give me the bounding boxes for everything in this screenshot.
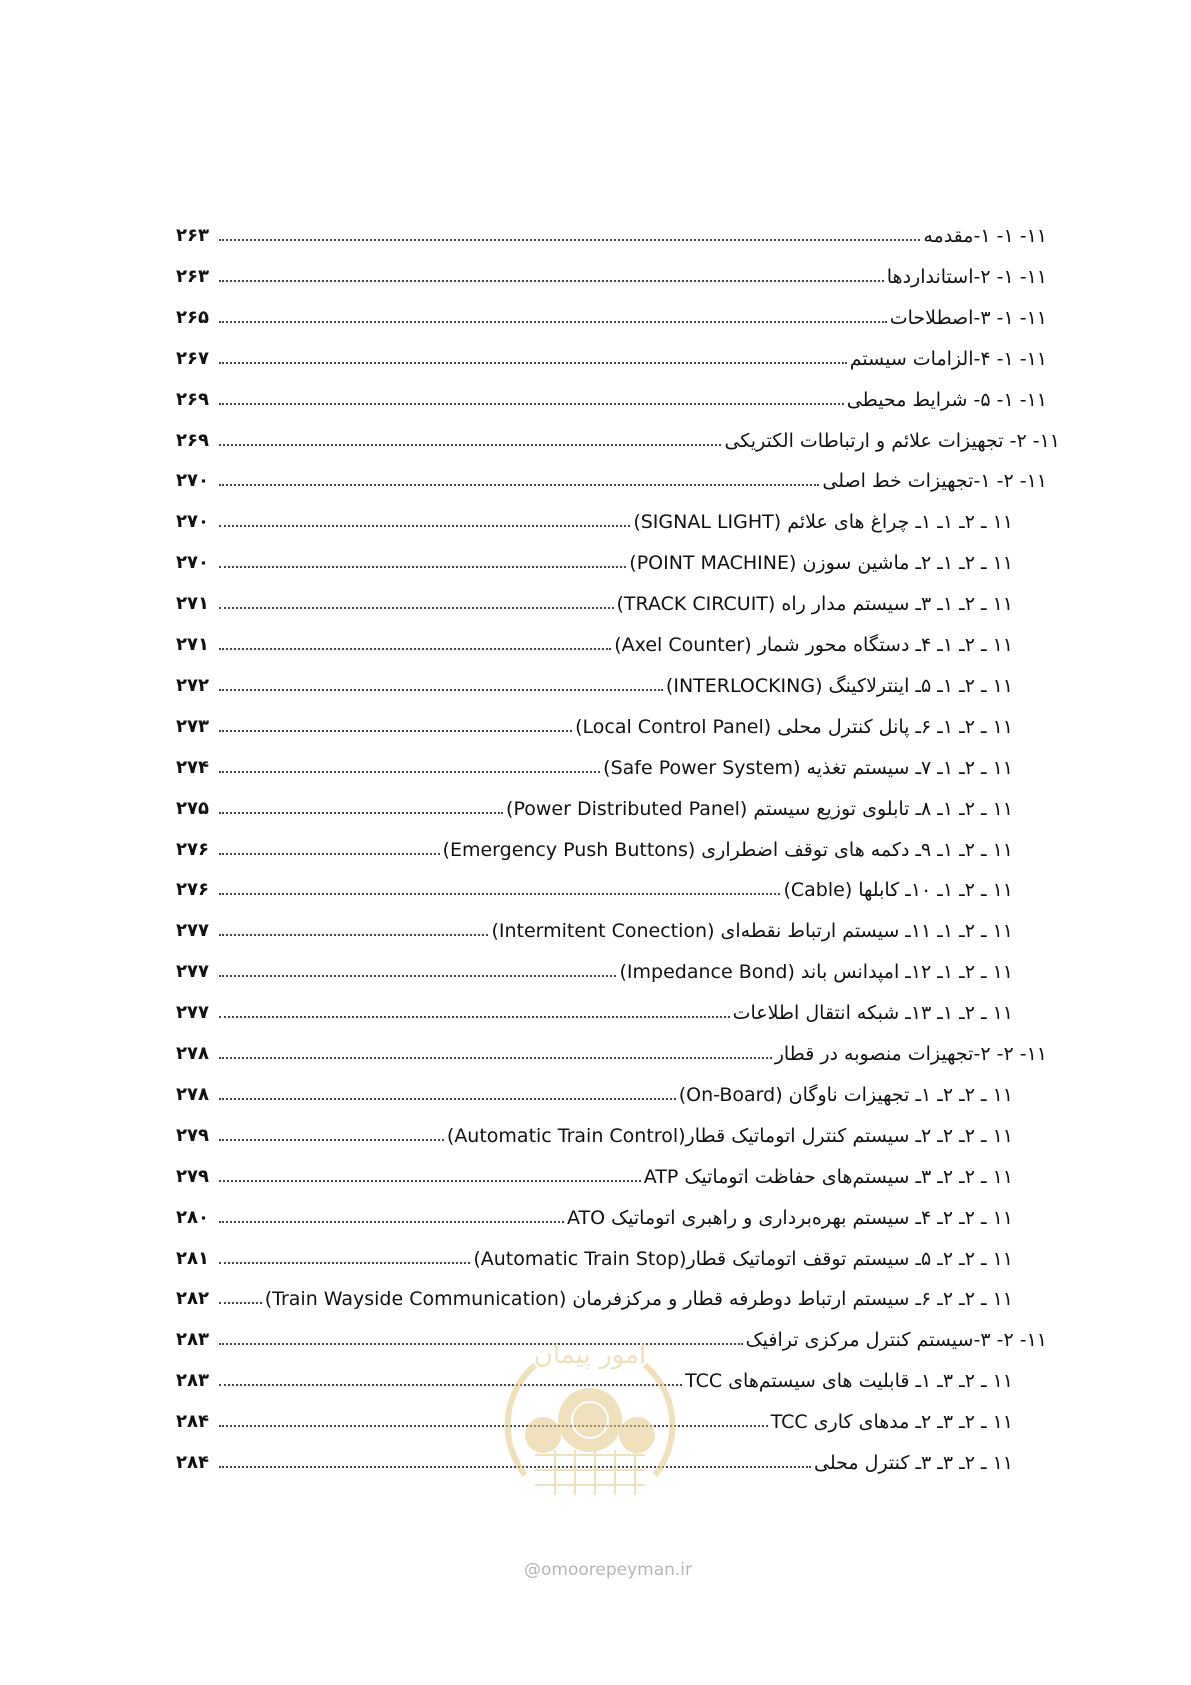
toc-entry[interactable] bbox=[176, 217, 1047, 247]
toc-entry-title: ۱۱ ـ ۲ـ ۱ـ ۶ـ پانل کنترل محلی (Local Control Panel) bbox=[575, 716, 1013, 738]
toc-entry[interactable] bbox=[176, 1117, 1013, 1147]
toc-entry-page: ۲۸۳ bbox=[176, 1370, 209, 1391]
toc-entry[interactable] bbox=[176, 258, 1047, 288]
toc-entry[interactable] bbox=[176, 462, 1047, 492]
toc-entry-title: ۱۱- ۱- ۴-الزامات سیستم bbox=[849, 348, 1047, 370]
toc-entry-title: ۱۱ ـ ۲ـ ۱ـ ۹ـ دکمه های توقف اضطراری (Emergency Push Buttons) bbox=[442, 839, 1013, 861]
toc-entry-title: ۱۱- ۲- ۳-سیستم کنترل مرکزی ترافیک bbox=[745, 1329, 1047, 1351]
toc-entry-title: ۱۱- ۲- ۲-تجهیزات منصوبه در قطار bbox=[774, 1043, 1047, 1065]
dot-leader bbox=[219, 566, 626, 568]
dot-leader bbox=[219, 1139, 444, 1141]
toc-entry-title: ۱۱ ـ ۲ـ ۲ـ ۲ـ سیستم کنترل اتوماتیک قطار(Automatic Train Control) bbox=[446, 1125, 1013, 1147]
dot-leader bbox=[219, 525, 630, 527]
dot-leader bbox=[219, 648, 611, 650]
toc-entry-title: ۱۱ ـ ۲ـ ۱ـ ۱۱ـ سیستم ارتباط نقطه‌ای (Intermitent Conection) bbox=[491, 920, 1013, 942]
toc-entry[interactable] bbox=[176, 871, 1013, 901]
toc-entry[interactable] bbox=[176, 1199, 1013, 1229]
toc-entry-title: ۱۱ ـ ۲ـ ۲ـ ۵ـ سیستم توقف اتوماتیک قطار(Automatic Train Stop) bbox=[473, 1248, 1013, 1270]
dot-leader bbox=[219, 362, 847, 364]
toc-entry[interactable] bbox=[176, 503, 1013, 533]
toc-entry-page: ۲۶۳ bbox=[176, 225, 209, 246]
toc-entry-page: ۲۸۰ bbox=[176, 1207, 209, 1228]
toc-entry-page: ۲۶۷ bbox=[176, 348, 209, 369]
toc-entry[interactable] bbox=[176, 831, 1013, 861]
dot-leader bbox=[219, 1098, 676, 1100]
dot-leader bbox=[219, 1016, 730, 1018]
toc-entry-page: ۲۶۵ bbox=[176, 307, 209, 328]
toc-entry-title: ۱۱ ـ ۲ـ ۲ـ ۱ـ تجهیزات ناوگان (On-Board) bbox=[678, 1084, 1013, 1106]
toc-entry[interactable] bbox=[176, 1280, 1013, 1310]
toc-entry[interactable] bbox=[176, 667, 1013, 697]
watermark-logo-text: امور پیمان bbox=[533, 1340, 647, 1370]
toc-entry-title: ۱۱- ۱- ۳-اصطلاحات bbox=[889, 307, 1047, 329]
watermark-url: @omoorepeyman.ir bbox=[523, 1560, 693, 1580]
toc-entry[interactable] bbox=[176, 912, 1013, 942]
toc-entry-page: ۲۷۰ bbox=[176, 511, 209, 532]
dot-leader bbox=[219, 403, 844, 405]
toc-entry-title: ۱۱ ـ ۲ـ ۱ـ ۱۲ـ امپدانس باند (Impedance Bond) bbox=[619, 961, 1013, 983]
toc-entry-page: ۲۷۱ bbox=[176, 634, 209, 655]
toc-entry-title: ۱۱ ـ ۲ـ ۱ـ ۸ـ تابلوی توزیع سیستم (Power Distributed Panel) bbox=[506, 798, 1013, 820]
toc-entry[interactable] bbox=[176, 626, 1013, 656]
toc-entry-page: ۲۷۲ bbox=[176, 675, 209, 696]
toc-entry[interactable] bbox=[176, 708, 1013, 738]
toc-entry[interactable] bbox=[176, 340, 1047, 370]
toc-entry-title: ۱۱ ـ ۲ـ ۱ـ ۴ـ دستگاه محور شمار (Axel Counter) bbox=[614, 634, 1013, 656]
toc-entry-page: ۲۸۴ bbox=[176, 1411, 209, 1432]
toc-entry[interactable] bbox=[176, 1240, 1013, 1270]
toc-entry[interactable] bbox=[176, 585, 1013, 615]
toc-entry-title: ۱۱- ۱- ۵- شرایط محیطی bbox=[846, 389, 1047, 411]
toc-entry-title: ۱۱ ـ ۲ـ ۱ـ ۷ـ سیستم تغذیه (Safe Power System) bbox=[603, 757, 1013, 779]
dot-leader bbox=[219, 1221, 564, 1223]
toc-entry-page: ۲۷۷ bbox=[176, 1002, 209, 1023]
dot-leader bbox=[219, 239, 920, 241]
dot-leader bbox=[219, 1180, 641, 1182]
toc-entry[interactable] bbox=[176, 1076, 1013, 1106]
toc-entry[interactable] bbox=[176, 1158, 1013, 1188]
toc-entry-page: ۲۸۲ bbox=[176, 1288, 209, 1309]
toc-entry[interactable] bbox=[176, 749, 1013, 779]
toc-entry-title: ۱۱ ـ ۲ـ ۲ـ ۳ـ سیستم‌های حفاظت اتوماتیک ATP bbox=[643, 1166, 1013, 1188]
toc-entry-title: ۱۱ ـ ۲ـ ۳ـ ۲ـ مدهای کاری TCC bbox=[770, 1411, 1013, 1433]
toc-entry-page: ۲۷۵ bbox=[176, 798, 209, 819]
dot-leader bbox=[219, 321, 887, 323]
dot-leader bbox=[219, 1425, 768, 1427]
toc-entry-page: ۲۷۷ bbox=[176, 920, 209, 941]
toc-entry[interactable] bbox=[176, 790, 1013, 820]
toc-entry-page: ۲۷۸ bbox=[176, 1043, 209, 1064]
toc-entry[interactable] bbox=[176, 953, 1013, 983]
toc-entry-page: ۲۶۹ bbox=[176, 389, 209, 410]
toc-entry-page: ۲۷۹ bbox=[176, 1125, 209, 1146]
toc-entry-page: ۲۷۳ bbox=[176, 716, 209, 737]
toc-entry-title: ۱۱- ۲- تجهیزات علائم و ارتباطات الکتریکی bbox=[724, 430, 1060, 452]
dot-leader bbox=[219, 730, 572, 732]
toc-entry-page: ۲۸۳ bbox=[176, 1329, 209, 1350]
toc-entry-title: ۱۱- ۱- ۲-استانداردها bbox=[886, 266, 1047, 288]
dot-leader bbox=[219, 771, 600, 773]
toc-entry-title: ۱۱ ـ ۲ـ ۳ـ ۳ـ کنترل محلی bbox=[814, 1452, 1013, 1474]
toc-entry-page: ۲۷۶ bbox=[176, 879, 209, 900]
toc-entry-page: ۲۷۷ bbox=[176, 961, 209, 982]
toc-entry[interactable] bbox=[176, 1035, 1047, 1065]
dot-leader bbox=[219, 484, 819, 486]
dot-leader bbox=[219, 444, 721, 446]
toc-entry-page: ۲۷۴ bbox=[176, 757, 209, 778]
toc-entry-title: ۱۱ ـ ۲ـ ۱ـ ۳ـ سیستم مدار راه (TRACK CIRCUIT) bbox=[616, 593, 1013, 615]
toc-entry-page: ۲۷۰ bbox=[176, 552, 209, 573]
toc-entry[interactable] bbox=[176, 994, 1013, 1024]
dot-leader bbox=[219, 893, 780, 895]
toc-entry[interactable] bbox=[176, 422, 1060, 452]
toc-entry-page: ۲۷۶ bbox=[176, 839, 209, 860]
toc-entry-page: ۲۶۳ bbox=[176, 266, 209, 287]
dot-leader bbox=[219, 934, 488, 936]
toc-entry-page: ۲۶۹ bbox=[176, 430, 209, 451]
toc-entry-page: ۲۸۴ bbox=[176, 1452, 209, 1473]
dot-leader bbox=[219, 975, 616, 977]
dot-leader bbox=[219, 607, 614, 609]
dot-leader bbox=[219, 689, 663, 691]
dot-leader bbox=[219, 280, 884, 282]
dot-leader bbox=[219, 1262, 470, 1264]
toc-entry-title: ۱۱- ۱- ۱-مقدمه bbox=[923, 225, 1047, 247]
dot-leader bbox=[219, 1057, 772, 1059]
toc-entry-title: ۱۱ ـ ۲ـ ۱ـ ۵ـ اینترلاکینگ (INTERLOCKING) bbox=[665, 675, 1013, 697]
toc-entry-page: ۲۷۱ bbox=[176, 593, 209, 614]
toc-entry-title: ۱۱ ـ ۲ـ ۳ـ ۱ـ قابلیت های سیستم‌های TCC bbox=[685, 1370, 1013, 1392]
toc-entry-title: ۱۱ ـ ۲ـ ۱ـ ۲ـ ماشین سوزن (POINT MACHINE) bbox=[629, 552, 1013, 574]
dot-leader bbox=[219, 1302, 262, 1304]
toc-entry-page: ۲۸۱ bbox=[176, 1248, 209, 1269]
toc-entry-title: ۱۱ ـ ۲ـ ۲ـ ۴ـ سیستم بهره‌برداری و راهبری اتوماتیک ATO bbox=[567, 1207, 1013, 1229]
toc-entry[interactable] bbox=[176, 544, 1013, 574]
dot-leader bbox=[219, 853, 440, 855]
toc-entry-title: ۱۱- ۲- ۱-تجهیزات خط اصلی bbox=[822, 470, 1047, 492]
toc-entry[interactable] bbox=[176, 299, 1047, 329]
toc-entry-title: ۱۱ ـ ۲ـ ۱ـ ۱ـ چراغ های علائم (SIGNAL LIGHT) bbox=[633, 511, 1013, 533]
toc-entry-page: ۲۷۸ bbox=[176, 1084, 209, 1105]
toc-entry-title: ۱۱ ـ ۲ـ ۱ـ ۱۳ـ شبکه انتقال اطلاعات bbox=[732, 1002, 1013, 1024]
toc-entry[interactable] bbox=[176, 381, 1047, 411]
toc-entry-title: ۱۱ ـ ۲ـ ۱ـ ۱۰ـ کابلها (Cable) bbox=[783, 879, 1013, 901]
toc-entry-title: ۱۱ ـ ۲ـ ۲ـ ۶ـ سیستم ارتباط دوطرفه قطار و مرکزفرمان (Train Wayside Communication) bbox=[264, 1288, 1013, 1310]
toc-entry-page: ۲۷۰ bbox=[176, 470, 209, 491]
watermark-logo bbox=[495, 1325, 685, 1500]
toc-entry-page: ۲۷۹ bbox=[176, 1166, 209, 1187]
dot-leader bbox=[219, 812, 503, 814]
